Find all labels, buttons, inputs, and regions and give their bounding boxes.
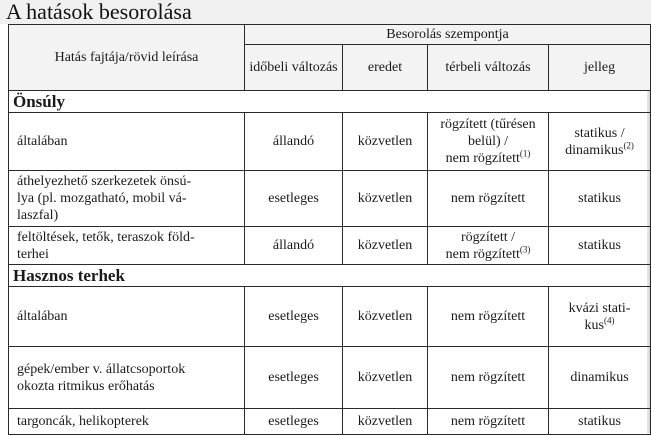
header-col-nature: jelleg — [549, 45, 651, 91]
desc-line: terhei — [17, 246, 49, 262]
cell-line: dinamikus — [565, 142, 624, 158]
footnote-ref: (2) — [623, 139, 634, 150]
table-row — [9, 227, 651, 265]
row-desc: általában — [9, 287, 245, 347]
classification-table — [8, 24, 651, 435]
table-row — [9, 171, 651, 227]
row-desc — [9, 227, 245, 265]
desc-line: áthelyezhető szerkezetek önsú- — [17, 174, 192, 189]
desc-line: okozta ritmikus erőhatás — [17, 378, 155, 394]
cell-time: esetleges — [245, 287, 343, 347]
section-heading: Hasznos terhek — [9, 265, 651, 287]
cell-origin: közvetlen — [343, 113, 428, 171]
table-row — [9, 287, 651, 347]
cell-line: belül) / — [467, 134, 509, 149]
table-row — [9, 113, 651, 171]
cell-line: kus — [584, 317, 604, 333]
desc-line: laszfal) — [17, 208, 59, 223]
row-desc — [9, 171, 245, 227]
cell-origin: közvetlen — [343, 171, 428, 227]
cell-time: állandó — [245, 227, 343, 265]
cell-time: esetleges — [245, 347, 343, 409]
header-col-time: időbeli változás — [245, 45, 343, 91]
table-row — [9, 347, 651, 409]
cell-line: nem rögzített — [445, 246, 520, 262]
header-col-origin: eredet — [343, 45, 428, 91]
desc-line: lya (pl. mozgatható, mobil vá- — [17, 191, 187, 206]
cell-spatial: nem rögzített — [428, 287, 549, 347]
cell-time: esetleges — [245, 409, 343, 435]
footnote-ref: (3) — [519, 243, 531, 254]
table-row — [9, 409, 651, 435]
cell-time: állandó — [245, 113, 343, 171]
cell-line: nem rögzített — [445, 151, 520, 166]
header-main: Hatás fajtája/rövid leírása — [9, 25, 245, 91]
cell-spatial: nem rögzített — [428, 171, 549, 227]
cell-line: rögzített / — [460, 229, 516, 245]
cell-origin: közvetlen — [343, 227, 428, 265]
cell-nature: statikus — [549, 409, 651, 435]
cell-time: esetleges — [245, 171, 343, 227]
cell-nature: dinamikus — [549, 347, 651, 409]
cell-spatial: nem rögzített — [428, 347, 549, 409]
cell-nature: statikus — [549, 227, 651, 265]
desc-line: feltöltések, tetők, teraszok föld- — [17, 229, 195, 245]
desc-line: gépek/ember v. állatcsoportok — [17, 361, 186, 377]
cell-line: kvázi stati- — [568, 300, 631, 316]
row-desc: targoncák, helikopterek — [9, 409, 245, 435]
footnote-ref: (1) — [519, 148, 531, 159]
section-heading: Önsúly — [9, 91, 651, 113]
cell-spatial — [428, 227, 549, 265]
cell-line: rögzített (tűrésen — [440, 117, 536, 132]
cell-origin: közvetlen — [343, 287, 428, 347]
row-desc — [9, 347, 245, 409]
cell-nature — [549, 287, 651, 347]
cell-line: statikus / — [574, 125, 625, 141]
cell-origin: közvetlen — [343, 347, 428, 409]
row-desc: általában — [9, 113, 245, 171]
header-col-spatial: térbeli változás — [428, 45, 549, 91]
page-title: A hatások besorolása — [0, 0, 651, 24]
cell-nature: statikus — [549, 171, 651, 227]
cell-spatial — [428, 113, 549, 171]
cell-nature — [549, 113, 651, 171]
header-group: Besorolás szempontja — [245, 25, 651, 45]
cell-spatial: nem rögzített — [428, 409, 549, 435]
footnote-ref: (4) — [604, 314, 615, 325]
cell-origin: közvetlen — [343, 409, 428, 435]
